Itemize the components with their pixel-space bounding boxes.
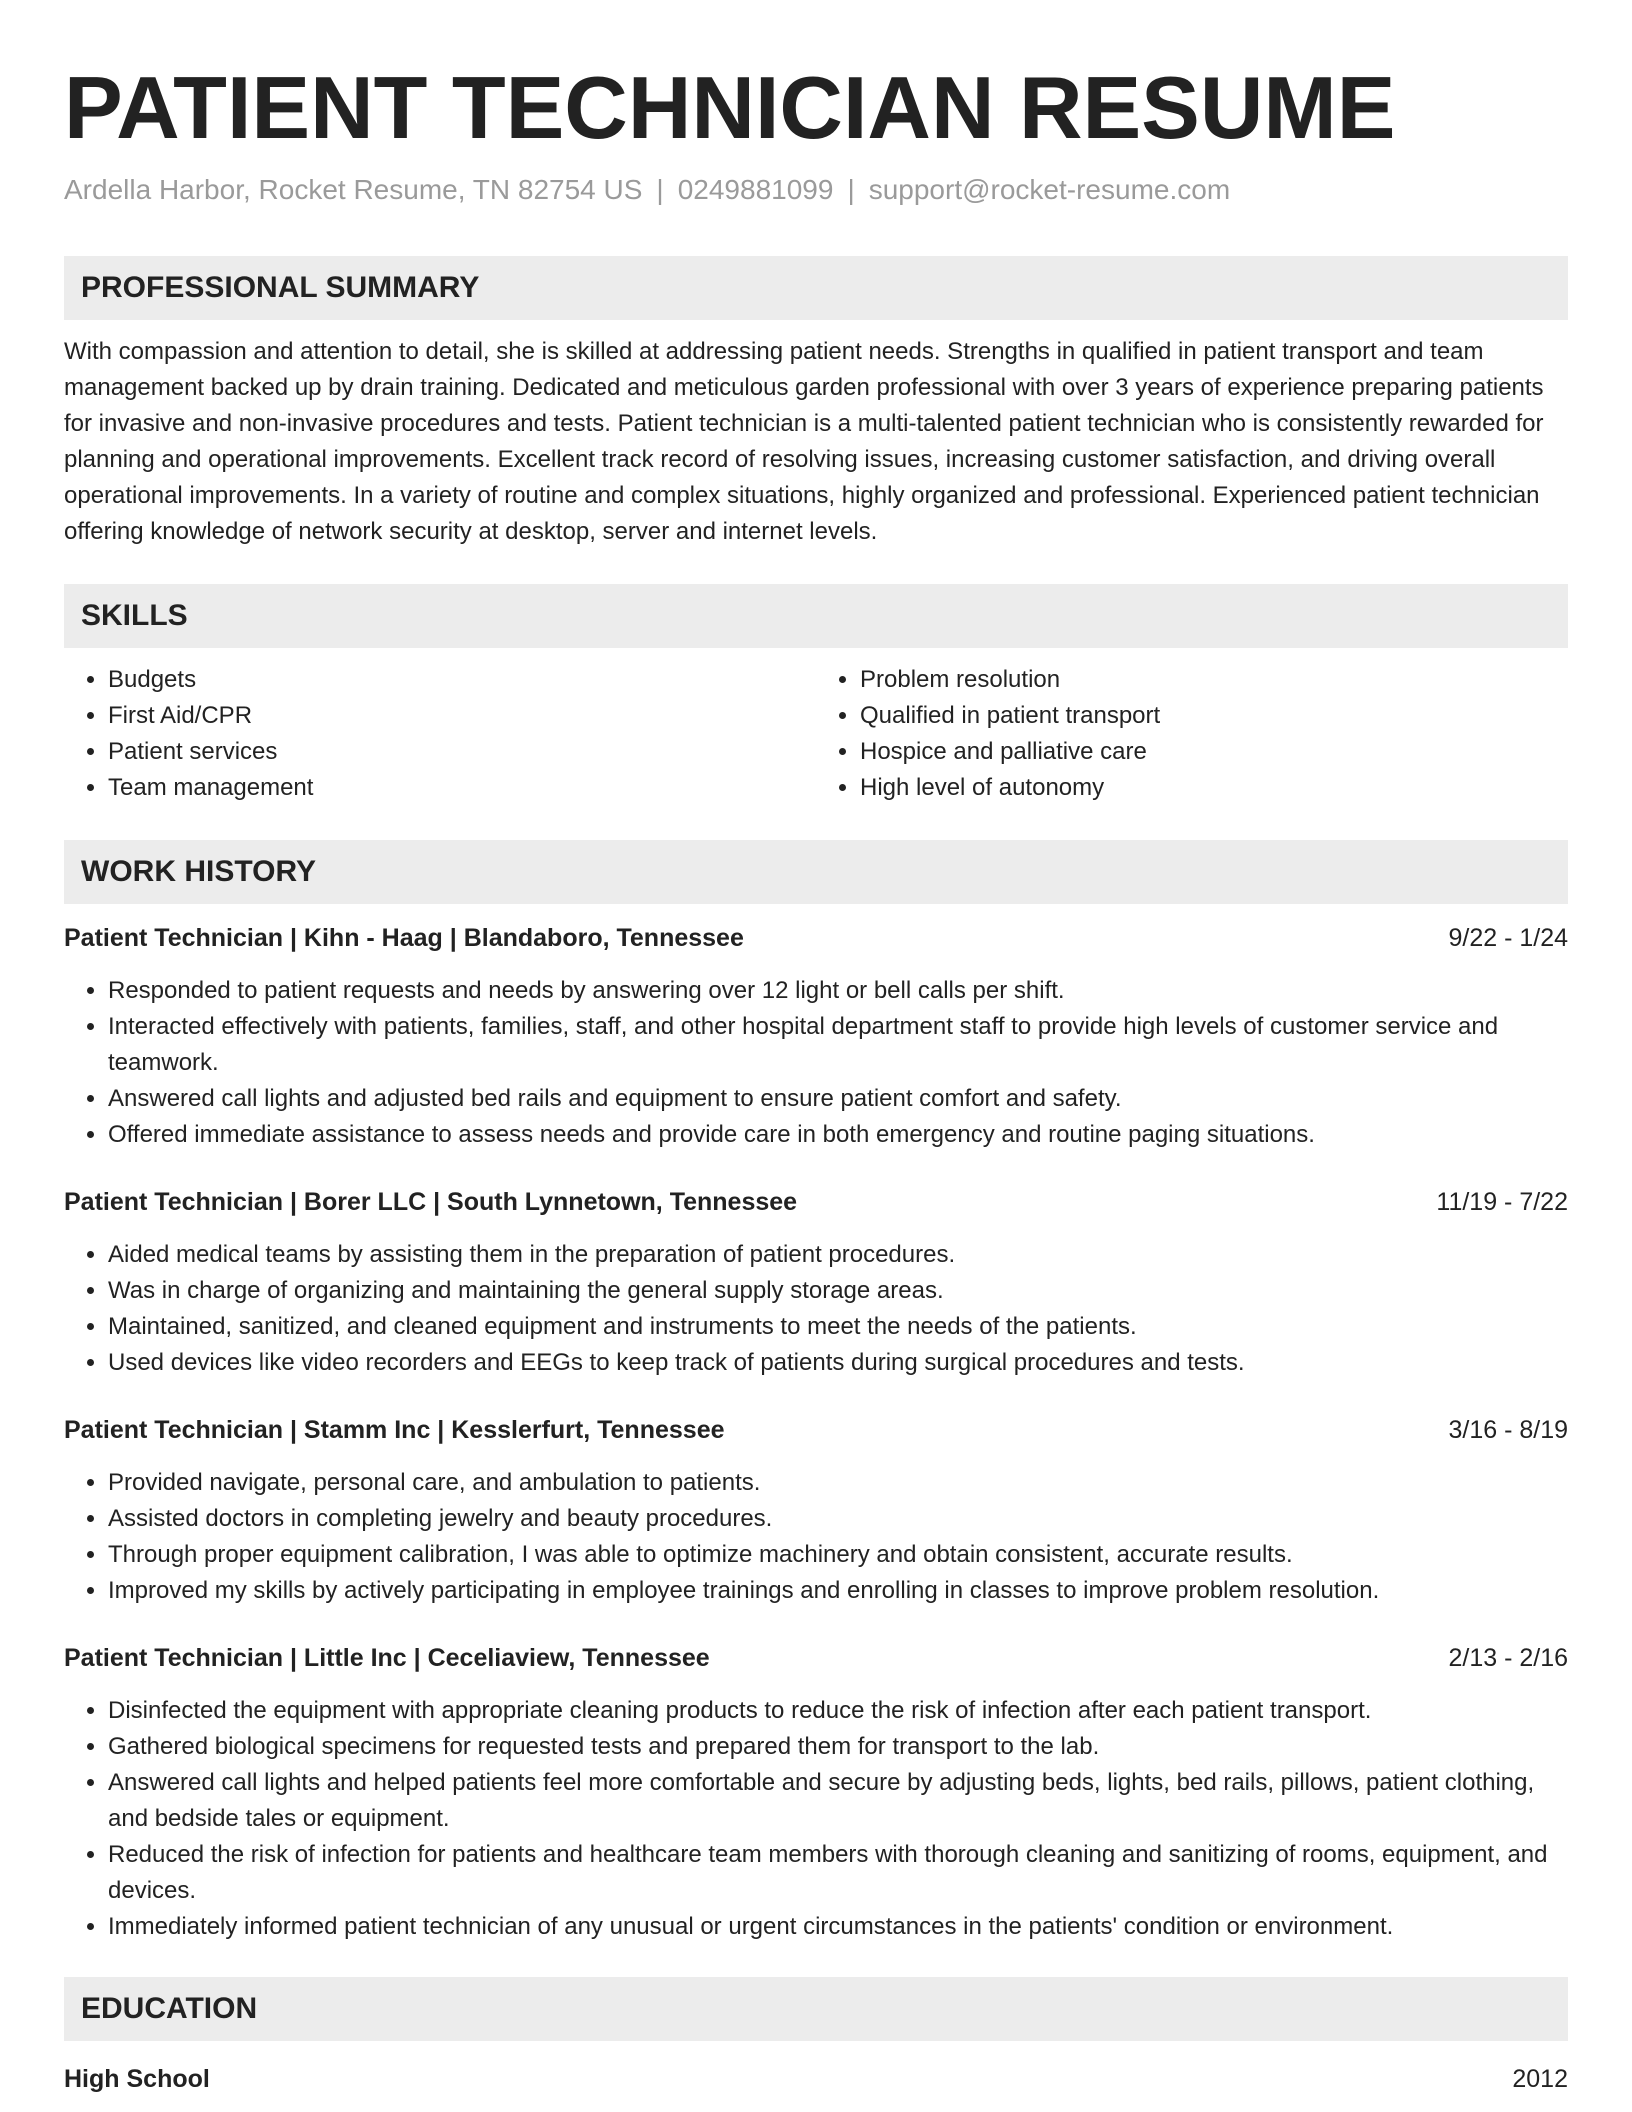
job-dates: 3/16 - 8/19	[1448, 1416, 1568, 1444]
job-bullet: • Maintained, sanitized, and cleaned equipment and instruments to meet the needs of the patients.	[108, 1309, 1568, 1345]
job-bullet: • Used devices like video recorders and EEGs to keep track of patients during surgical procedures and tests.	[108, 1345, 1568, 1381]
job-entry	[64, 1640, 1568, 1945]
job-title: Patient Technician | Kihn - Haag | Blandaboro, Tennessee	[64, 924, 744, 952]
job-header	[64, 920, 1568, 956]
job-bullet: • Was in charge of organizing and maintaining the general supply storage areas.	[108, 1273, 1568, 1309]
contact-separator: |	[847, 174, 855, 205]
job-bullet: • Provided navigate, personal care, and ambulation to patients.	[108, 1465, 1568, 1501]
job-bullet: • Disinfected the equipment with appropriate cleaning products to reduce the risk of infection after each patient transport.	[108, 1693, 1568, 1729]
education-year: 2012	[1512, 2065, 1568, 2093]
job-bullet: • Assisted doctors in completing jewelry and beauty procedures.	[108, 1501, 1568, 1537]
job-bullet: • Aided medical teams by assisting them in the preparation of patient procedures.	[108, 1237, 1568, 1273]
section-header-education: EDUCATION	[64, 1977, 1568, 2041]
job-header	[64, 1184, 1568, 1220]
job-bullet: • Reduced the risk of infection for patients and healthcare team members with thorough cleaning and sanitizing of rooms, equipment, and devices.	[108, 1837, 1568, 1909]
job-title: Patient Technician | Stamm Inc | Kesslerfurt, Tennessee	[64, 1416, 725, 1444]
job-bullet: • Responded to patient requests and needs by answering over 12 light or bell calls per shift.	[108, 973, 1568, 1009]
section-header-work: WORK HISTORY	[64, 840, 1568, 904]
skills-list-left	[64, 662, 816, 806]
contact-phone: 0249881099	[677, 174, 834, 205]
skill-item: • Patient services	[108, 734, 816, 770]
job-bullet: • Immediately informed patient technician of any unusual or urgent circumstances in the patients' condition or environment.	[108, 1909, 1568, 1945]
skill-item: • First Aid/CPR	[108, 698, 816, 734]
skill-item: • Hospice and palliative care	[860, 734, 1568, 770]
job-bullet: • Offered immediate assistance to assess needs and provide care in both emergency and routine paging situations.	[108, 1117, 1568, 1153]
contact-line	[64, 174, 1568, 206]
job-entry	[64, 920, 1568, 1153]
job-bullet: • Improved my skills by actively participating in employee trainings and enrolling in classes to improve problem resolution.	[108, 1573, 1568, 1609]
skills-column-right	[816, 662, 1568, 806]
job-title: Patient Technician | Borer LLC | South Lynnetown, Tennessee	[64, 1188, 798, 1216]
contact-email: support@rocket-resume.com	[868, 174, 1231, 205]
job-dates: 11/19 - 7/22	[1436, 1188, 1568, 1216]
skills-column-left	[64, 662, 816, 806]
skill-item: • Problem resolution	[860, 662, 1568, 698]
job-bullet: • Through proper equipment calibration, I was able to optimize machinery and obtain consistent, accurate results.	[108, 1537, 1568, 1573]
job-bullet: • Answered call lights and helped patients feel more comfortable and secure by adjusting beds, lights, bed rails, pillows, patient clothing, and bedside tales or equipment.	[108, 1765, 1568, 1837]
job-bullets	[64, 973, 1568, 1153]
job-dates: 9/22 - 1/24	[1448, 924, 1568, 952]
skill-item: • Qualified in patient transport	[860, 698, 1568, 734]
skills-grid	[64, 662, 1568, 806]
contact-address: Ardella Harbor, Rocket Resume, TN 82754 US	[64, 174, 643, 205]
resume-title: PATIENT TECHNICIAN RESUME	[64, 58, 1396, 157]
skill-item: • Team management	[108, 770, 816, 806]
education-entry	[64, 2061, 1568, 2097]
skills-list-right	[816, 662, 1568, 806]
job-dates: 2/13 - 2/16	[1448, 1644, 1568, 1672]
job-bullet: • Answered call lights and adjusted bed rails and equipment to ensure patient comfort and safety.	[108, 1081, 1568, 1117]
job-bullets	[64, 1237, 1568, 1381]
skill-item: • Budgets	[108, 662, 816, 698]
job-entry	[64, 1184, 1568, 1381]
job-bullets	[64, 1465, 1568, 1609]
section-header-skills: SKILLS	[64, 584, 1568, 648]
section-header-summary: PROFESSIONAL SUMMARY	[64, 256, 1568, 320]
job-bullets	[64, 1693, 1568, 1945]
summary-text: With compassion and attention to detail, she is skilled at addressing patient needs. Strengths in qualified in patient transport and team management backed up by drain training. Dedicated and meticulous garden professional with over 3 years of experience preparing patients for invasive and non-invasive procedures and tests. Patient technician is a multi-talented patient technician who is consistently rewarded for planning and operational improvements. Excellent track record of resolving issues, increasing customer satisfaction, and driving overall operational improvements. In a variety of routine and complex situations, highly organized and professional. Experienced patient technician offering knowledge of network security at desktop, server and internet levels.	[64, 338, 1544, 545]
skill-item: • High level of autonomy	[860, 770, 1568, 806]
job-entry	[64, 1412, 1568, 1609]
job-header	[64, 1640, 1568, 1676]
contact-separator: |	[656, 174, 664, 205]
education-degree: High School	[64, 2065, 210, 2093]
job-title: Patient Technician | Little Inc | Ceceliaview, Tennessee	[64, 1644, 710, 1672]
job-bullet: • Gathered biological specimens for requested tests and prepared them for transport to the lab.	[108, 1729, 1568, 1765]
job-bullet: • Interacted effectively with patients, families, staff, and other hospital department staff to provide high levels of customer service and teamwork.	[108, 1009, 1568, 1081]
job-header	[64, 1412, 1568, 1448]
